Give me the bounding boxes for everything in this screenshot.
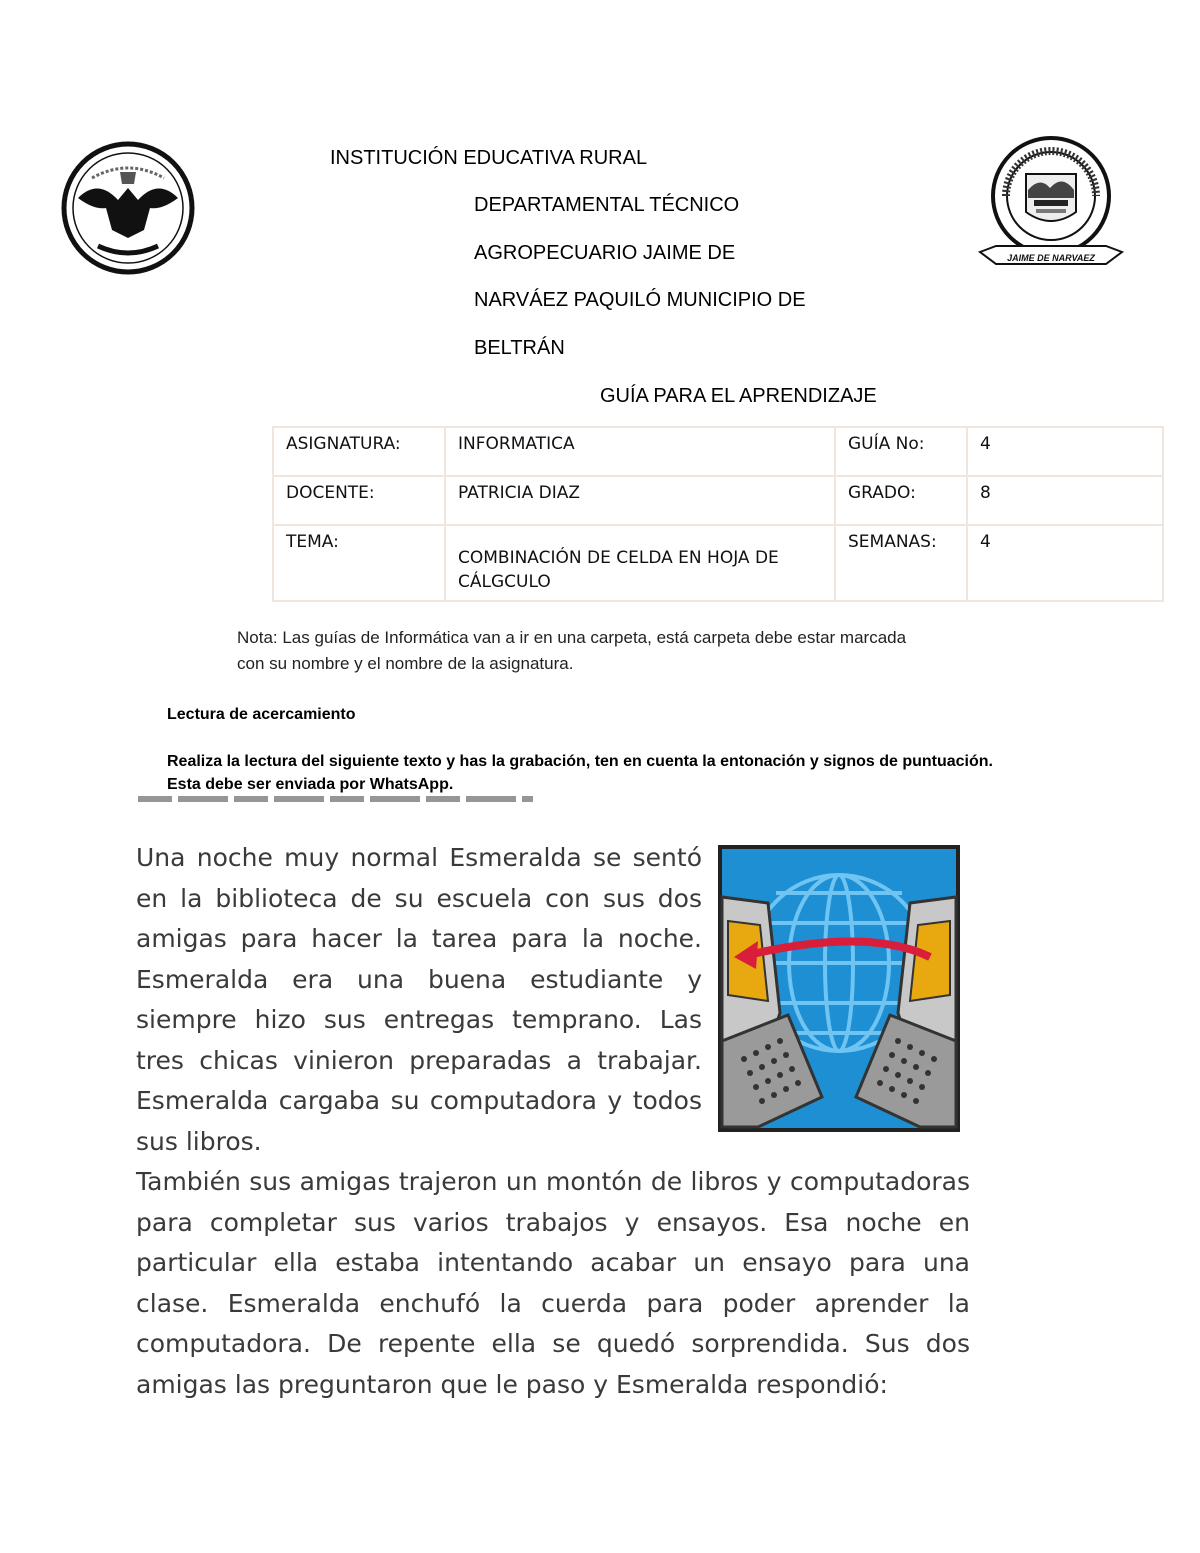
- guide-title: GUÍA PARA EL APRENDIZAJE: [600, 385, 877, 407]
- label-grado: GRADO:: [835, 476, 967, 525]
- label-tema: TEMA:: [273, 525, 445, 601]
- value-asignatura: INFORMATICA: [445, 427, 835, 476]
- crest-banner-text: JAIME DE NARVAEZ: [1007, 253, 1095, 263]
- value-grado: 8: [967, 476, 1163, 525]
- reading-instruction: Realiza la lectura del siguiente texto y has la grabación, ten en cuenta la entonación y signos de puntuación. Esta debe ser enviada por WhatsApp.: [167, 753, 993, 793]
- label-guia-no: GUÍA No:: [835, 427, 967, 476]
- story-paragraph-part-2: También sus amigas trajeron un montón de libros y computadoras para completar sus varios trabajos y ensayos. Esa noche en particular ella estaba intentando acabar un ensayo para una clase. Esmeralda enchufó la cuerda para poder aprender la computadora. De repente ella se quedó sorprendida. Sus dos amigas las preguntaron que le paso y Esmeralda respondió:: [136, 1167, 970, 1399]
- value-tema: COMBINACIÓN DE CELDA EN HOJA DE CÁLGCULO: [458, 548, 779, 592]
- header-line-1: INSTITUCIÓN EDUCATIVA RURAL: [330, 147, 648, 169]
- value-tema-cell: [445, 525, 835, 601]
- story-illustration: [718, 845, 960, 1132]
- national-shield-eagle-icon: [58, 138, 198, 278]
- value-guia-no: 4: [967, 427, 1163, 476]
- national-shield-logo: [58, 138, 198, 278]
- school-crest-logo: [976, 134, 1126, 276]
- table-row: [273, 525, 1163, 601]
- value-semanas: 4: [967, 525, 1163, 601]
- label-docente: DOCENTE:: [273, 476, 445, 525]
- value-docente: PATRICIA DIAZ: [445, 476, 835, 525]
- label-asignatura: ASIGNATURA:: [273, 427, 445, 476]
- header-line-3: AGROPECUARIO JAIME DE: [474, 242, 736, 264]
- table-row: [273, 427, 1163, 476]
- reading-title: Lectura de acercamiento: [167, 706, 356, 723]
- cropped-text-line: [138, 796, 533, 806]
- table-row: [273, 476, 1163, 525]
- header-line-2: DEPARTAMENTAL TÉCNICO: [474, 194, 740, 216]
- computers-network-globe-icon: [718, 845, 960, 1132]
- note-text: Nota: Las guías de Informática van a ir en una carpeta, está carpeta debe estar marcada con su nombre y el nombre de la asignatura.: [237, 628, 907, 673]
- story-paragraph-part-1: Una noche muy normal Esmeralda se sentó en la biblioteca de su escuela con sus dos amigas para hacer la tarea para la noche. Esmeralda era una buena estudiante y siempre hizo sus entregas temprano. Las tres chicas vinieron preparadas a trabajar. Esmeralda cargaba su computadora y todos sus libros.: [136, 843, 702, 1156]
- label-semanas: SEMANAS:: [835, 525, 967, 601]
- header-line-5: BELTRÁN: [474, 337, 565, 359]
- header-line-4: NARVÁEZ PAQUILÓ MUNICIPIO DE: [474, 289, 806, 311]
- guide-info-table: [272, 426, 1164, 602]
